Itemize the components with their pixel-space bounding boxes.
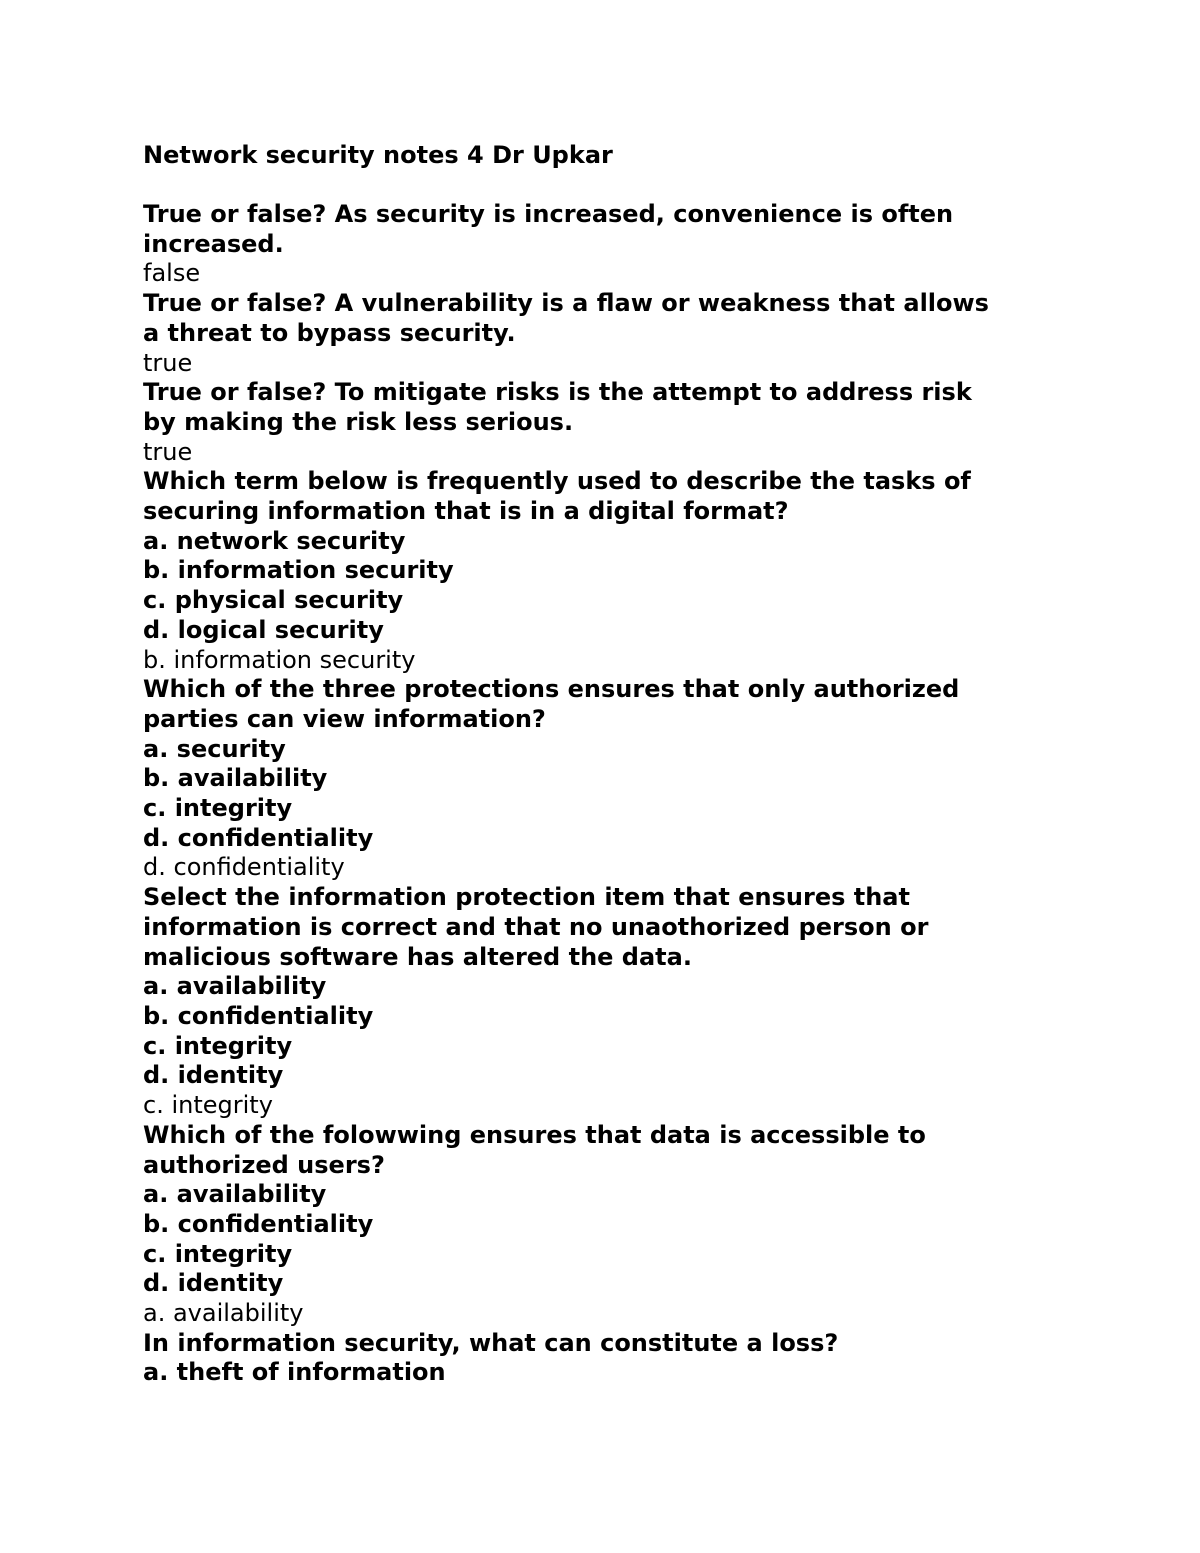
question-line: c. physical security	[143, 586, 404, 615]
question-line: authorized users?	[143, 1150, 385, 1179]
question-line: Select the information protection item that ensures that	[143, 883, 910, 912]
question-line: c. integrity	[143, 1031, 293, 1060]
document-title: Network security notes 4 Dr Upkar	[143, 141, 613, 169]
question-line: a. availability	[143, 972, 327, 1001]
answer-line: b. information security	[143, 645, 416, 674]
question-line: a. availability	[143, 1180, 327, 1209]
question-line: Which of the three protections ensures that only authorized	[143, 675, 960, 704]
question-line: True or false? To mitigate risks is the attempt to address risk	[143, 378, 972, 407]
answer-line: c. integrity	[143, 1091, 273, 1120]
question-line: securing information that is in a digital format?	[143, 497, 789, 526]
answer-line: true	[143, 437, 193, 466]
answer-line: d. confidentiality	[143, 853, 345, 882]
question-line: b. availability	[143, 764, 328, 793]
question-line: a. theft of information	[143, 1358, 446, 1387]
answer-line: a. availability	[143, 1299, 304, 1328]
question-line: a threat to bypass security.	[143, 318, 516, 347]
question-line: increased.	[143, 229, 284, 258]
question-line: b. confidentiality	[143, 1209, 374, 1238]
answer-line: true	[143, 348, 193, 377]
question-line: Which of the folowwing ensures that data is accessible to	[143, 1120, 926, 1149]
document-body	[143, 140, 1063, 1388]
question-line: a. network security	[143, 526, 406, 555]
question-line: b. information security	[143, 556, 454, 585]
question-line: Which term below is frequently used to describe the tasks of	[143, 467, 971, 496]
question-line: malicious software has altered the data.	[143, 942, 692, 971]
question-line: d. logical security	[143, 615, 384, 644]
question-line: d. identity	[143, 1061, 284, 1090]
question-line: parties can view information?	[143, 704, 546, 733]
answer-line: false	[143, 259, 201, 288]
document-lines	[143, 200, 1063, 1388]
question-line: c. integrity	[143, 794, 293, 823]
question-line: b. confidentiality	[143, 1001, 374, 1030]
question-line: by making the risk less serious.	[143, 407, 574, 436]
question-line: information is correct and that no unaothorized person or	[143, 912, 929, 941]
question-line: a. security	[143, 734, 286, 763]
question-line: True or false? A vulnerability is a flaw or weakness that allows	[143, 289, 989, 318]
question-line: True or false? As security is increased, convenience is often	[143, 200, 954, 228]
question-line: d. confidentiality	[143, 823, 374, 852]
question-line: In information security, what can constitute a loss?	[143, 1328, 839, 1357]
question-line: d. identity	[143, 1269, 284, 1298]
question-line: c. integrity	[143, 1239, 293, 1268]
